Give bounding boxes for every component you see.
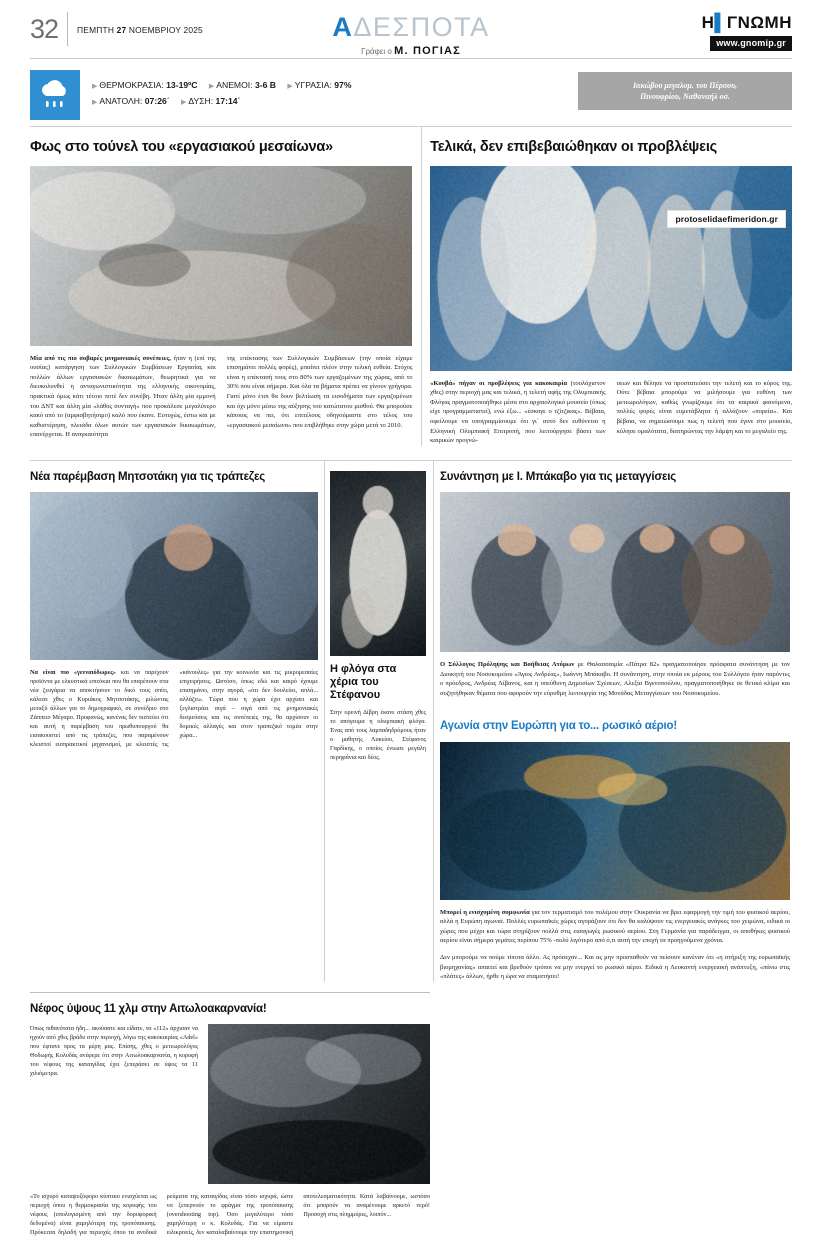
wind-value: 3-6 Β: [254, 80, 276, 90]
article-7-intro-col: [30, 1024, 198, 1184]
humidity-label: ΥΓΡΑΣΙΑ:: [294, 80, 332, 90]
weather-readings: [92, 78, 351, 110]
storm-clouds-photo: [208, 1024, 430, 1184]
article-7-headline: Νέφος ύψους 11 χλμ στην Αιτωλοακαρνανία!: [30, 1002, 267, 1015]
article-2-col-1: [430, 379, 605, 446]
article-4-headline-line-3: Στέφανου: [330, 688, 381, 701]
column-gutter: [426, 461, 440, 982]
rain-cloud-icon: [30, 70, 80, 120]
right-stack: [440, 461, 790, 982]
column-brand: [22, 14, 800, 57]
nameday-line-1: Ιακώβου μεγαλομ. του Πέρσου,: [632, 81, 738, 90]
byline-prefix: Γράφει ο: [361, 47, 395, 56]
bullet-arrow-icon: ▶: [287, 83, 293, 90]
temperature-label: ΘΕΡΜΟΚΡΑΣΙΑ:: [99, 80, 164, 90]
sunset-value: 17:14΄: [215, 96, 241, 106]
article-5-headline: Συνάντηση με Ι. Μπάκαβο για τις μεταγγίσεις: [440, 470, 677, 483]
column-gutter: [318, 461, 330, 982]
publication-url[interactable]: www.gnomip.gr: [710, 36, 792, 51]
bullet-arrow-icon: ▶: [92, 99, 98, 106]
issue-date-weekday: ΠΕΜΠΤΗ: [77, 25, 117, 35]
issue-date-month-year: ΝΟΕΜΒΡΙΟΥ 2025: [126, 25, 203, 35]
watermark-label: protoselidaefimeridon.gr: [667, 210, 786, 228]
article-5-body-rest: με Θαλασσαιμία «Πάτρα 82» πραγματοποίησε πρόσφατα συνάντηση με τον Διοικητή του Νοσοκομείου «Άγιος Ανδρέας», Ιωάννη Μπάκαβο. Η συνάντηση, στην οποία εκ μέρους του Συλλόγου ήταν παρόντες ο πρόεδρος, Ανδρέας Λίβανος, και η υπεύθυνη Δημοσίων Σχέσεων, Αλεξία Βγενοπούλου, πραγματοποιήθηκε σε θετικό κλίμα και συζητήθηκαν θέματα που αφορούν την εύρυθμη λειτουργία της Μονάδας Μεταγγίσεων του Νοσοκομείου.: [440, 661, 790, 697]
article-3-text: [30, 668, 318, 749]
publication-name-rest: ΓΝΩΜΗ: [726, 13, 792, 32]
masthead: [22, 0, 800, 62]
issue-date-day: 27: [116, 25, 127, 35]
publication-name-h: Η: [701, 13, 715, 32]
humidity-value: 97%: [334, 80, 352, 90]
article-2-body: [430, 379, 792, 446]
article-5-lead: Ο Σύλλογος Πρόληψης και Βοήθειας Ατόμων: [440, 661, 575, 669]
column-title-initial: Α: [332, 12, 354, 42]
article-2: [430, 127, 792, 446]
publication-logo: [702, 14, 792, 51]
article-7: [30, 992, 430, 1237]
article-4-headline: [330, 663, 426, 702]
article-1-body: [30, 354, 412, 440]
column-title-rest: ΔΕΣΠΟΤΑ: [353, 12, 490, 42]
article-6: [440, 720, 790, 981]
gas-platform-photo: [440, 742, 790, 900]
bullet-arrow-icon: ▶: [92, 83, 98, 90]
article-3-body: [30, 668, 318, 749]
article-7-body-columns: [30, 1192, 430, 1237]
article-7-body-rest: ακούσατε και είδατε, τα «112» άρχισαν να ηχούν από χθες βράδυ στην περιοχή, λόγω της κακοκαιρίας «Adel» που έφτανε προς τα μέρη μας. Επίσης, χθες ο μετεωρολόγος Θοδωρής Κολυδάς ανέφερε ότι στην Αιτωλοακαρνανία, η κορυφή του νέφους της καταιγίδας έχει ξεπεράσει σε ύψος τα 11 χιλιόμετρα.: [30, 1025, 198, 1078]
nameday-line-2: Πινουφρίου, Ναθαναήλ οσ.: [640, 92, 730, 101]
article-2-lead: «Κουβά» πήγαν οι προβλέψεις για κακοκαιρία: [430, 379, 568, 387]
byline-author: Μ. ΠΟΓΙΑΣ: [394, 45, 461, 57]
article-6-lead: Μπορεί η ενισχυμένη συμφωνία: [440, 908, 530, 916]
article-4: [330, 461, 426, 982]
article-7-body: [30, 1024, 198, 1078]
article-4-headline-line-1: Η φλόγα στα: [330, 662, 397, 675]
article-5: [440, 471, 790, 699]
sunset-label: ΔΥΣΗ:: [188, 96, 214, 106]
vertical-rule: [324, 461, 325, 982]
content-row-2: [22, 461, 800, 982]
publication-name: [702, 14, 792, 31]
mitsotakis-interview-photo: [30, 492, 318, 660]
olympic-flame-ceremony-photo: [430, 166, 792, 371]
content-row-3: [22, 992, 800, 1237]
article-1-col-1-rest: ήταν η (επί της ουσίας) κατάργηση των Συλλογικών Συμβάσεων Εργασίας και πολλών άλλων εργασιακών δικαιωμάτων, θεωρητικά για να διευκολυνθεί η ανταγωνιστικότητα της ελληνικής οικονομίας, πρακτικά όμως κάτι τέτοιο ποτέ δεν συνέβη. Ήταν άλλη μία εμμονή του ΔΝΤ και άλλη μία «λάθος συνταγή» που προκάλεσε μεγαλύτερο κακό από το (αμφισβητήσιμο) καλό που έκανε. Ευτυχώς, έστω και με καθυστέρηση, πλειάδα όλων αυτών των εργασιακών δικαιωμάτων, επανέρχεται. Η αναγκαιότητα: [30, 354, 216, 439]
article-1-col-1: [30, 354, 216, 440]
article-1-col-2: της επέκτασης των Συλλογικών Συμβάσεων (την οποία είχαμε επισημάνει πολλές φορές), μπαίνει πλέον στην τελική ευθεία. Στόχος είναι η επέκτασή τους στο 80% των εργαζομένων της χώρας, από το 30% που είναι σήμερα. Και όλα τα βήματα πρέπει να γίνουν γρήγορα. Γιατί μόνο έτσι θα δουν βελτίωση τα εισοδήματα των εργαζομένων και όχι μόνο μέσω της αύξησης του κατώτατου μισθού. Θα μπορούσε κάποιος να πει, ότι επιτέλους οδηγούμαστε στο τέλος του «εργασιακού μεσαίωνα» που επιβλήθηκε στην χώρα μετά το 2010.: [226, 354, 413, 429]
nameday-box: [578, 72, 792, 110]
temperature-value: 13-19ºC: [166, 80, 198, 90]
article-4-headline-line-2: χέρια του: [330, 675, 379, 688]
page-number: 32: [30, 14, 59, 44]
article-7-top: [30, 1024, 430, 1184]
weather-line-2: [92, 94, 351, 110]
article-7-body-2: «Το ισχυρό καταψυξόφορο κύπταιο ενισχύεται ως περιοχή όπου η θερμοκρασία της κορυφής του νέφους (υπολογισμένη από την δορυφορική δεδομένα) είναι χαμηλότερη της τροπόπαυσης. Πρόκειται δηλαδή για περιοχές όπου τα ανοδικά ρεύματα της καταιγίδας είναι τόσο ισχυρά, ώστε να ξεπερνούν το φράγμα της τροπόπαυσης (overshooting top). Όσο μεγαλύτερο τόσο χαμηλότερη ο κ. Κολυδάς. Για να είμαστε ειλικρινείς, δεν καταλαβαίνουμε την επιστημονική αποτελεσματικότητα. Κατά λαβαίνουμε, ωστόσο ότι μπορούν να αναμένουμε αρκετό νερό! Προσοχή στις πλημμύρες, λοιπόν...: [30, 1193, 430, 1237]
article-3: [30, 461, 318, 982]
column-gutter: [412, 127, 430, 446]
article-6-body-rest: για τον τερματισμό του πολέμου στην Ουκρανία να βρει εφαρμογή την τιμή του φυσικού αερίου, αλλά η Ευρώπη αγωνιά. Πολλές ευρωπαϊκές χώρες αγοράζουν ότι δεν θα καλύψουν τις ενεργειακές ανάγκες του χειμώνα, ειδικά οι χώρες που μέχρι και τώρα στηρίζουν πολλά στις εισαγωγές ρωσικού αερίου. Στη Γερμανία για παράδειγμα, οι αποθήκες φυσικού αερίου είναι σήμερα γεμάτες περίπου 75% -πολύ λιγότερο από ό,τι αυτή την εποχή τα προηγούμενα χρόνια.: [440, 908, 790, 945]
logo-bar-icon: ▌: [714, 13, 727, 32]
article-6-body: [440, 908, 790, 946]
bullet-arrow-icon: ▶: [181, 99, 187, 106]
weather-bar: [22, 70, 800, 126]
torchbearer-photo: [330, 471, 426, 656]
article-1: [30, 127, 412, 446]
article-3-headline: Νέα παρέμβαση Μητσοτάκη για τις τράπεζες: [30, 470, 265, 483]
article-3-lead: Να είναι πιο «γενναιόδωρες»: [30, 669, 116, 677]
content-row-1: [22, 127, 800, 446]
article-3-text-rest: και να παρέχουν προϊόντα με ελκυστικά επιτόκια που θα επαρέπουν στα νέα ζευγάρια να αποκτήσουν το δικό τους σπίτι, κάλεσε χθες ο Κυριάκος Μητσοτάκης, μιλώντας μεταξύ άλλων για το δημογραφικό, σε συνέδριο στο Ζάππειο Μέγαρο. Προφανώς, κανένας δεν πιστεύει ότι και αυτή η παρέμβαση του πρωθυπουργού θα εισακουστεί από τις τράπεζες, που παραμένουν κλειστοί εισπρακτικοί μηχανισμοί, με κλειστές τις «κάνουλες» για την κοινωνία και τις μικρομεσαίες επιχειρήσεις. Ωστόσο, όπως εδώ και καιρό έχουμε επισημάνει, στην αγορά, «ότι δεν δουλεύει, απλά... αλλάζει». Τώρα που η χώρα έχει αρχίσει και ξεγλιστράει σιγά – σιγά από τις μνημονιακές δεσμεύσεις και τις συνέπειές της, θα αρχίσουν οι δομικές αλλαγές και στον τραπεζικό τομέα στην χώρα...: [30, 669, 318, 749]
vertical-rule: [433, 461, 434, 982]
byline: [22, 45, 800, 57]
article-6-body-2: Δεν μπορούμε να πούμε τίποτα άλλο. Ας πρόσεχαν... Και ας μην προσπαθούν να πείσουν κανέναν ότι «η στήριξη της ευρωπαϊκής βιομηχανίας» απαιτεί και βρεθούν τρόποι να μην ενεργεί το ρωσικό αέριο. Ειδικά η Λευκαντή ενεργειακή ανάπτυξη, «πάνω στις «πλάτες» άλλων, ήρθε η ώρα να σταματήσει!: [440, 954, 790, 981]
meeting-table-photo: [30, 166, 412, 346]
sunrise-label: ΑΝΑΤΟΛΗ:: [99, 96, 143, 106]
article-2-headline: Τελικά, δεν επιβεβαιώθηκαν οι προβλέψεις: [430, 139, 717, 155]
hospital-meeting-photo: [440, 492, 790, 652]
sunrise-value: 07:26΄: [144, 96, 170, 106]
wind-label: ΑΝΕΜΟΙ:: [216, 80, 253, 90]
vertical-rule: [421, 127, 422, 446]
article-5-body: [440, 660, 790, 698]
article-2-col-2: σεων και θέλησε να προστατεύσει την τελετή και το κύρος της. Ούτε βέβαια μπορούμε να μιλήσουμε για ευθύνη των μετεωρολόγων, καθώς γνωρίζουμε ότι τα καιρικά φαινόμενα, πολλές φορές είναι ευμετάβλητα ή αλλάζουν «πορεία». Και βέβαια, να σημειώσουμε πως η τελετή που έγινε στο μουσείο, κύλησε ομαλότατα, διατηρώντας την λάμψη και το μεγαλείο της.: [616, 379, 792, 435]
weather-line-1: [92, 78, 351, 94]
masthead-rule: [30, 58, 792, 59]
article-4-body: Στην ορεινή Δίβρη έκανε στάση χθες το απόγευμα η ολυμπιακή φλόγα. Ένας από τους λαμπαδηδρόμους ήταν ο μαθητής Λυκείου, Στέφανος Γαρδίκης, ο οποίος ένιωσε μεγάλη περηφάνια και δέος.: [330, 708, 426, 761]
article-1-headline: Φως στο τούνελ του «εργασιακού μεσαίωνα»: [30, 139, 333, 155]
section-rule-3: [30, 992, 430, 993]
article-6-headline: Αγωνία στην Ευρώπη για το... ρωσικό αέριο!: [440, 720, 677, 733]
bullet-arrow-icon: ▶: [208, 83, 215, 90]
article-2-col-1-rest: (τουλάχιστον χθες) στην περιοχή μας και τελικά, η τελετή αφής της Ολυμπιακής Φλόγας πραγματοποιήθηκε μέσα στο αρχαιολογικό μουσείο (όπως είχε προγραμματιστεί), ενώ έξω... «έσκαγε ο τζίτζικας». Βέβαια, οφείλουμε να υπογραμμίσουμε ότι γι΄ αυτό δεν ευθύνεται η Ελληνική Ολυμπιακή Επιτροπή, που λειτούργησε βάσει των καιρικών προγνώ-: [430, 379, 606, 445]
article-7-lead: Όπως πιθανότατα ήδη...: [30, 1025, 90, 1033]
article-1-lead: Μία από τις πιο σοβαρές μνημονιακές συνέπειες,: [30, 354, 171, 362]
